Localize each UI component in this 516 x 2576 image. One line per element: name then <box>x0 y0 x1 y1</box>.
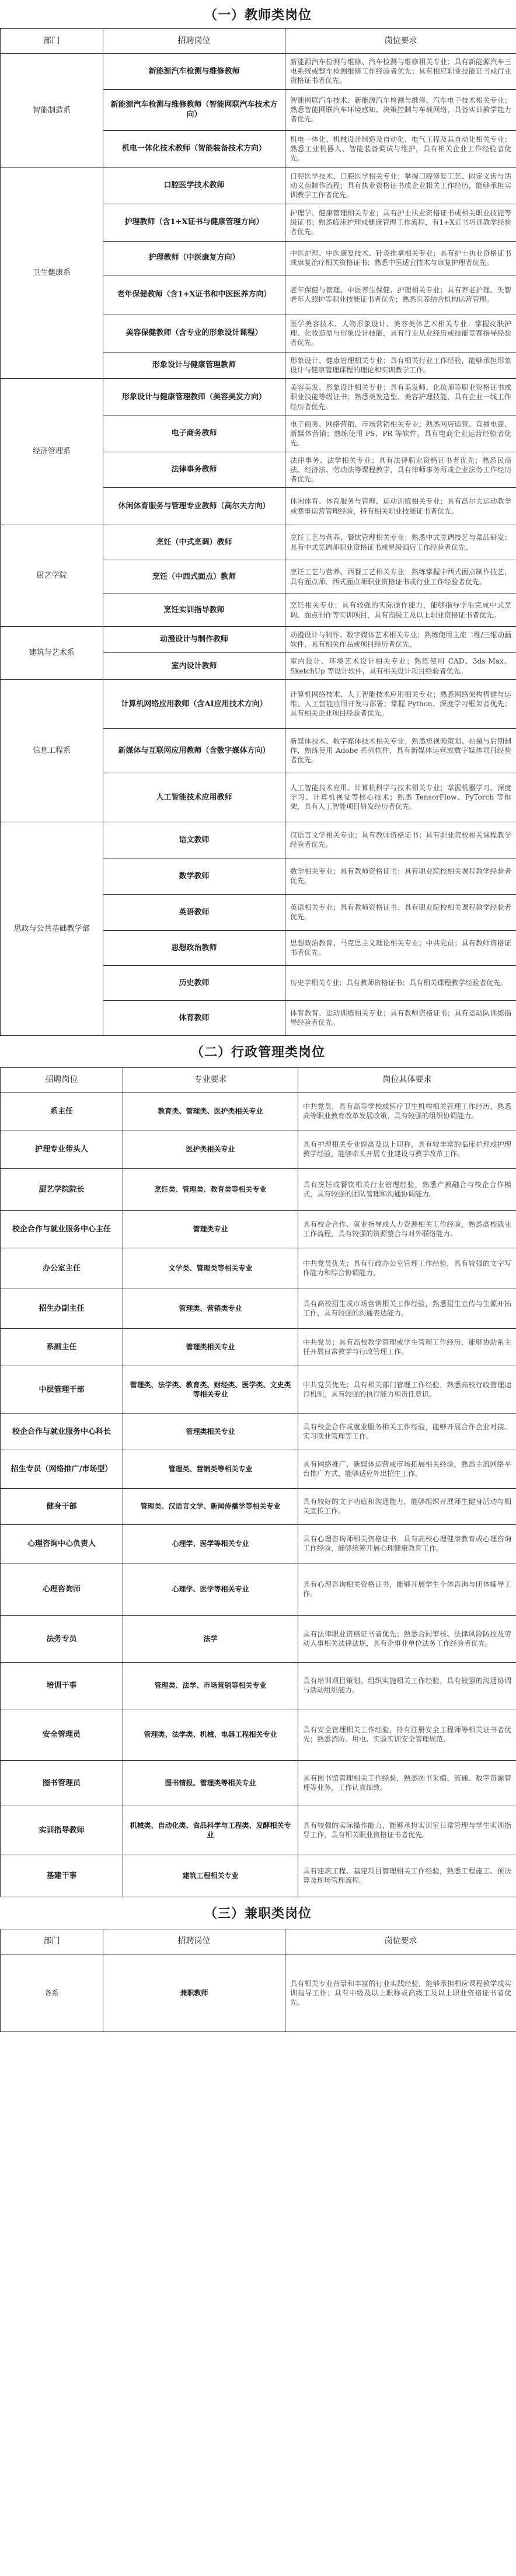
major-cell: 管理类、营销类专业 <box>123 1289 298 1328</box>
department-cell: 建筑与艺术系 <box>1 627 103 680</box>
requirement-cell: 具有高校招生或市场营销相关工作经验，熟悉招生宣传与生源开拓工作，具有较强的沟通表达能力。 <box>298 1289 516 1328</box>
position-cell: 休闲体育服务与管理专业教师（高尔夫方向） <box>103 488 285 525</box>
major-cell: 管理类、法学类、教育类、财经类、医学类、文史类等相关专业 <box>123 1366 298 1413</box>
table-row <box>1 1488 516 1524</box>
position-cell: 中层管理干部 <box>1 1366 123 1413</box>
requirement-cell: 汉语言文学相关专业；具有教师资格证书；具有职业院校相关课程教学经验者优先。 <box>285 822 516 858</box>
position-cell: 法务专员 <box>1 1615 123 1662</box>
position-cell: 电子商务教师 <box>103 416 285 452</box>
department-cell: 思政与公共基础教学部 <box>1 822 103 1035</box>
position-cell: 新媒体与互联网应用教师（含数字媒体方向） <box>103 728 285 773</box>
position-cell: 历史教师 <box>103 965 285 1000</box>
requirement-cell: 中共党员；具有高校教学管理或学生管理工作经历，能够协助系主任开展日常教学与行政管理工作。 <box>298 1328 516 1366</box>
position-cell: 法律事务教师 <box>103 452 285 488</box>
department-cell: 各系 <box>1 1954 103 2032</box>
position-cell: 招生专员（网络推广/市场型） <box>1 1450 123 1488</box>
requirement-cell: 英语相关专业；具有教师资格证书；具有职业院校相关课程教学经验者优先。 <box>285 894 516 930</box>
requirement-cell: 新能源汽车检测与维修、汽车检测与维修相关专业；具有新能源汽车三电系统或整车检测维修工作经验者优先；具有相应职业技能证书或行业资格证书者优先。 <box>285 54 516 90</box>
requirement-cell: 室内设计、环境艺术设计相关专业；熟练使用 CAD、3ds Max、SketchUp 等设计软件，具有相关设计项目经验者优先。 <box>285 653 516 679</box>
position-cell: 系副主任 <box>1 1328 123 1366</box>
major-cell: 法学 <box>123 1615 298 1662</box>
col-header-major: 专业要求 <box>123 1067 298 1092</box>
requirement-cell: 电子商务、网络营销、市场营销相关专业；熟悉网店运营、直播电商、新媒体营销；熟练使用 PS、PR 等软件，具有电商企业运营经验者优先。 <box>285 416 516 452</box>
table-row <box>1 1130 516 1168</box>
table-row <box>1 378 516 416</box>
requirement-cell: 具有烹饪或餐饮相关行业管理经验，熟悉产教融合与校企合作模式，具有较强的团队管理和沟通协调能力。 <box>298 1168 516 1210</box>
major-cell: 心理学、医学等相关专业 <box>123 1563 298 1615</box>
requirement-cell: 具有校企合作或就业服务相关工作经验，能够开展合作企业对接、实习就业管理等工作。 <box>298 1413 516 1450</box>
position-cell: 厨艺学院院长 <box>1 1168 123 1210</box>
table-row <box>1 167 516 204</box>
requirement-cell: 医学美容技术、人物形象设计、美容美体艺术相关专业；掌握皮肤护理、化妆造型与形象设计技能，具有行业从业经历或技能竞赛指导经验者优先。 <box>285 315 516 352</box>
table-row <box>1 1709 516 1760</box>
requirement-cell: 中医护理、中医康复技术、针灸推拿相关专业；具有护士执业资格证书或康复治疗相关资格证书；熟悉中医适宜技术与康复护理者优先。 <box>285 241 516 275</box>
requirement-cell: 具有培训项目策划、组织实施相关工作经验，具有较强的沟通协调与活动组织能力。 <box>298 1662 516 1709</box>
position-cell: 体育教师 <box>103 1000 285 1035</box>
position-cell: 心理咨询中心负责人 <box>1 1524 123 1563</box>
requirement-cell: 思想政治教育、马克思主义理论相关专业；中共党员；具有教师资格证书者优先。 <box>285 930 516 965</box>
admin-table <box>0 1067 516 1897</box>
requirement-cell: 口腔医学技术、口腔医学相关专业；掌握口腔修复工艺、固定义齿与活动义齿制作流程；具有执业资格证书或企业相关工作经历，能够承担实训教学工作者优先。 <box>285 167 516 204</box>
col-header-requirements: 岗位要求 <box>285 1929 516 1954</box>
major-cell: 管理类专业 <box>123 1210 298 1248</box>
requirement-cell: 具有相关专业背景和丰富的行业实践经验，能够承担相应课程教学或实训指导工作；具有中级及以上职称或高级工及以上职业资格证书者优先。 <box>285 1954 516 2032</box>
col-header-requirements: 岗位要求 <box>285 29 516 54</box>
major-cell: 管理类、法学类、机械、电器工程相关专业 <box>123 1709 298 1760</box>
table-row <box>1 1413 516 1450</box>
position-cell: 语文教师 <box>103 822 285 858</box>
major-cell: 文学类、管理类等相关专业 <box>123 1248 298 1289</box>
position-cell: 烹饪实训指导教师 <box>103 594 285 627</box>
position-cell: 护理教师（中医康复方向） <box>103 241 285 275</box>
requirement-cell: 具有较好的文字功底和沟通能力，能够组织开展师生健身活动与相关宣传工作。 <box>298 1488 516 1524</box>
position-cell: 形象设计与健康管理教师（美容美发方向） <box>103 378 285 416</box>
table-row <box>1 1615 516 1662</box>
position-cell: 健身干部 <box>1 1488 123 1524</box>
table-row <box>1 1289 516 1328</box>
position-cell: 基建干事 <box>1 1855 123 1897</box>
requirement-cell: 法律事务、法学相关专业；具有法律职业资格证书者优先；熟悉民商法、经济法、劳动法等课程教学，具有律师事务所或企业法务工作经历者优先。 <box>285 452 516 488</box>
position-cell: 实训指导教师 <box>1 1806 123 1855</box>
table-row <box>1 1210 516 1248</box>
position-cell: 室内设计教师 <box>103 653 285 679</box>
table-row <box>1 627 516 653</box>
parttime-table <box>0 1929 516 2032</box>
requirement-cell: 中共党员优先；具有相关部门管理工作经验，熟悉高校行政管理运行机制，具有较强的执行能力和责任意识。 <box>298 1366 516 1413</box>
table-row <box>1 1366 516 1413</box>
major-cell: 管理类、法学、市场营销等相关专业 <box>123 1662 298 1709</box>
position-cell: 烹饪（中式烹调）教师 <box>103 525 285 560</box>
col-header-dept: 部门 <box>1 1929 103 1954</box>
position-cell: 安全管理员 <box>1 1709 123 1760</box>
position-cell: 办公室主任 <box>1 1248 123 1289</box>
requirement-cell: 烹饪相关专业；具有较强的实际操作能力，能够指导学生完成中式烹调、面点制作等实训项目，具有高级工及以上职业资格证书者优先。 <box>285 594 516 627</box>
major-cell: 心理学、医学等相关专业 <box>123 1524 298 1563</box>
position-cell: 心理咨询师 <box>1 1563 123 1615</box>
requirement-cell: 具有图书馆管理相关工作经验，熟悉图书采编、流通、数字资源管理等业务，工作认真细致。 <box>298 1760 516 1806</box>
position-cell: 招生办副主任 <box>1 1289 123 1328</box>
requirement-cell: 具有校企合作、就业指导或人力资源相关工作经验，熟悉高校就业工作流程，具有较强的资源整合与对外联络能力。 <box>298 1210 516 1248</box>
teacher-table <box>0 28 516 1036</box>
table-row <box>1 1450 516 1488</box>
department-cell: 信息工程系 <box>1 679 103 822</box>
requirement-cell: 烹饪工艺与营养、西餐工艺相关专业；熟练掌握中西式面点制作技艺，具有面点师、西式面点师职业资格证书或行业工作经验者优先。 <box>285 560 516 594</box>
requirement-cell: 新媒体技术、数字媒体技术相关专业；熟悉短视频策划、拍摄与后期制作，熟练使用 Adobe 系列软件，具有新媒体运营或数字媒体项目经验者优先。 <box>285 728 516 773</box>
major-cell: 机械类、自动化类、食品科学与工程类、发酵相关专业 <box>123 1806 298 1855</box>
position-cell: 护理专业带头人 <box>1 1130 123 1168</box>
table-row <box>1 1092 516 1130</box>
position-cell: 兼职教师 <box>103 1954 285 2032</box>
major-cell: 管理类、营销类等相关专业 <box>123 1450 298 1488</box>
position-cell: 思想政治教师 <box>103 930 285 965</box>
requirement-cell: 具有较强的实际操作能力，能够承担实训室日常管理与学生实训指导工作，具有相关职业资格证书者优先。 <box>298 1806 516 1855</box>
position-cell: 老年保健教师（含1+X证书和中医医养方向） <box>103 275 285 315</box>
requirement-cell: 历史学相关专业；具有教师资格证书；具有相关课程教学经验者优先。 <box>285 965 516 1000</box>
table-row <box>1 1855 516 1897</box>
requirement-cell: 老年保健与管理、中医养生保健、护理相关专业；具有养老护理、失智老年人照护等职业技能证书者优先；熟悉医养结合机构运营管理。 <box>285 275 516 315</box>
major-cell: 管理类相关专业 <box>123 1328 298 1366</box>
col-header-detail-requirements: 岗位具体要求 <box>298 1067 516 1092</box>
requirement-cell: 具有安全管理相关工作经验，持有注册安全工程师等相关证书者优先；熟悉消防、用电、实验实训安全管理规范。 <box>298 1709 516 1760</box>
col-header-position: 招聘岗位 <box>103 29 285 54</box>
position-cell: 系主任 <box>1 1092 123 1130</box>
department-cell: 卫生健康系 <box>1 167 103 378</box>
position-cell: 动漫设计与制作教师 <box>103 627 285 653</box>
requirement-cell: 具有心理咨询师相关资格证书，具有高校心理健康教育或心理咨询工作经验，能够统筹开展心理健康教育工作。 <box>298 1524 516 1563</box>
requirement-cell: 体育教育、运动训练相关专业；具有教师资格证书；具有运动队训练指导经验者优先。 <box>285 1000 516 1035</box>
table-row <box>1 525 516 560</box>
requirement-cell: 计算机网络技术、人工智能技术应用相关专业；熟悉网络架构搭建与运维、人工智能应用开发与部署；掌握 Python、深度学习框架者优先；具有相关企业项目经验者优先。 <box>285 679 516 728</box>
requirement-cell: 中共党员优先；具有行政办公室管理工作经验，具有较强的文字写作能力和综合协调能力。 <box>298 1248 516 1289</box>
position-cell: 数学教师 <box>103 858 285 894</box>
requirement-cell: 具有法律职业资格证书者优先；熟悉合同审核、法律风险防控及劳动人事相关法律法规，具有企事业单位法务工作经验者优先。 <box>298 1615 516 1662</box>
table-row <box>1 1248 516 1289</box>
section-title-parttime: （三）兼职类岗位 <box>204 1906 312 1922</box>
position-cell: 培训干事 <box>1 1662 123 1709</box>
table-row <box>1 1662 516 1709</box>
table-row <box>1 1954 516 2032</box>
requirement-cell: 具有建筑工程、基建项目管理相关工作经验，熟悉工程施工、预决算及现场管理流程。 <box>298 1855 516 1897</box>
table-row <box>1 1563 516 1615</box>
col-header-position: 招聘岗位 <box>1 1067 123 1092</box>
requirement-cell: 中共党员，具有高等学校或医疗卫生机构相关管理工作经历，熟悉高等职业教育改革发展政策，具有较强的组织协调能力。 <box>298 1092 516 1130</box>
requirement-cell: 形象设计、健康管理相关专业；具有相关行业工作经验，能够承担形象设计与健康管理课程的理论和实训教学工作。 <box>285 352 516 378</box>
position-cell: 机电一体化技术教师（智能装备技术方向） <box>103 130 285 167</box>
major-cell: 图书情报、管理类等相关专业 <box>123 1760 298 1806</box>
position-cell: 校企合作与就业服务中心主任 <box>1 1210 123 1248</box>
position-cell: 计算机网络应用教师（含AI应用技术方向） <box>103 679 285 728</box>
position-cell: 护理教师（含1+X证书与健康管理方向） <box>103 204 285 241</box>
requirement-cell: 烹饪工艺与营养、餐饮管理相关专业；熟悉中式烹调技艺与菜品研发；具有中式烹调师职业资格证书或星级酒店工作经验者优先。 <box>285 525 516 560</box>
major-cell: 医护类相关专业 <box>123 1130 298 1168</box>
table-row <box>1 1760 516 1806</box>
requirement-cell: 护理学、健康管理相关专业；具有护士执业资格证书或相关职业技能等级证书；熟悉临床护理或健康管理工作流程，有1+X证书培训教学经验者优先。 <box>285 204 516 241</box>
major-cell: 建筑工程相关专业 <box>123 1855 298 1897</box>
major-cell: 烹饪类、管理类、教育类等相关专业 <box>123 1168 298 1210</box>
requirement-cell: 休闲体育、体育服务与管理、运动训练相关专业；具有高尔夫运动教学或赛事运营管理经验，持有相关职业技能证书者优先。 <box>285 488 516 525</box>
department-cell: 智能制造系 <box>1 54 103 168</box>
department-cell: 厨艺学院 <box>1 525 103 627</box>
position-cell: 烹饪（中西式面点）教师 <box>103 560 285 594</box>
position-cell: 美容保健教师（含专业的形象设计课程） <box>103 315 285 352</box>
table-row <box>1 1328 516 1366</box>
section-title-teacher: （一）教师类岗位 <box>204 7 312 23</box>
major-cell: 教育类、管理类、医护类相关专业 <box>123 1092 298 1130</box>
requirement-cell: 具有心理咨询相关资格证书，能够开展学生个体咨询与团体辅导工作。 <box>298 1563 516 1615</box>
requirement-cell: 智能网联汽车技术、新能源汽车检测与维修、汽车电子技术相关专业；熟悉智能网联汽车环境感知、决策控制与车载网络，具备实训教学能力者优先。 <box>285 89 516 130</box>
section-title-admin: （二）行政管理类岗位 <box>190 1045 325 1060</box>
table-row <box>1 679 516 728</box>
requirement-cell: 具有护理相关专业副高及以上职称，具有较丰富的临床护理或护理教学经验，能够牵头开展专业建设与教学改革工作。 <box>298 1130 516 1168</box>
col-header-position: 招聘岗位 <box>103 1929 285 1954</box>
position-cell: 校企合作与就业服务中心科长 <box>1 1413 123 1450</box>
table-row <box>1 1806 516 1855</box>
position-cell: 新能源汽车检测与维修教师 <box>103 54 285 90</box>
requirement-cell: 具有网络推广、新媒体运营或市场拓展相关经验，熟悉主流网络平台推广方式，能够适应外出招生工作。 <box>298 1450 516 1488</box>
position-cell: 图书管理员 <box>1 1760 123 1806</box>
requirement-cell: 数学相关专业；具有教师资格证书；具有职业院校相关课程教学经验者优先。 <box>285 858 516 894</box>
position-cell: 口腔医学技术教师 <box>103 167 285 204</box>
position-cell: 新能源汽车检测与维修教师（智能网联汽车技术方向） <box>103 89 285 130</box>
requirement-cell: 人工智能技术应用、计算机科学与技术相关专业；掌握机器学习、深度学习、计算机视觉等核心技术；熟悉 TensorFlow、PyTorch 等框架，具有人工智能项目研发经历者优先。 <box>285 773 516 822</box>
col-header-dept: 部门 <box>1 29 103 54</box>
position-cell: 人工智能技术应用教师 <box>103 773 285 822</box>
table-row <box>1 822 516 858</box>
department-cell: 经济管理系 <box>1 378 103 525</box>
major-cell: 管理类相关专业 <box>123 1413 298 1450</box>
requirement-cell: 动漫设计与制作、数字媒体艺术相关专业；熟练使用主流二维/三维动画软件，具有相关作品或项目经历者优先。 <box>285 627 516 653</box>
table-row <box>1 1168 516 1210</box>
position-cell: 形象设计与健康管理教师 <box>103 352 285 378</box>
major-cell: 管理类、汉语言文学、新闻传播学等相关专业 <box>123 1488 298 1524</box>
position-cell: 英语教师 <box>103 894 285 930</box>
requirement-cell: 机电一体化、机械设计制造及自动化、电气工程及其自动化相关专业；熟悉工业机器人、智能装备调试与维护，具有相关企业工作经验者优先。 <box>285 130 516 167</box>
table-row <box>1 1524 516 1563</box>
requirement-cell: 美容美发、形象设计相关专业；具有美发师、化妆师等职业资格证书或职业技能等级证书；熟悉美发造型、美容护理技能，具有企业一线工作经历者优先。 <box>285 378 516 416</box>
table-row <box>1 54 516 90</box>
